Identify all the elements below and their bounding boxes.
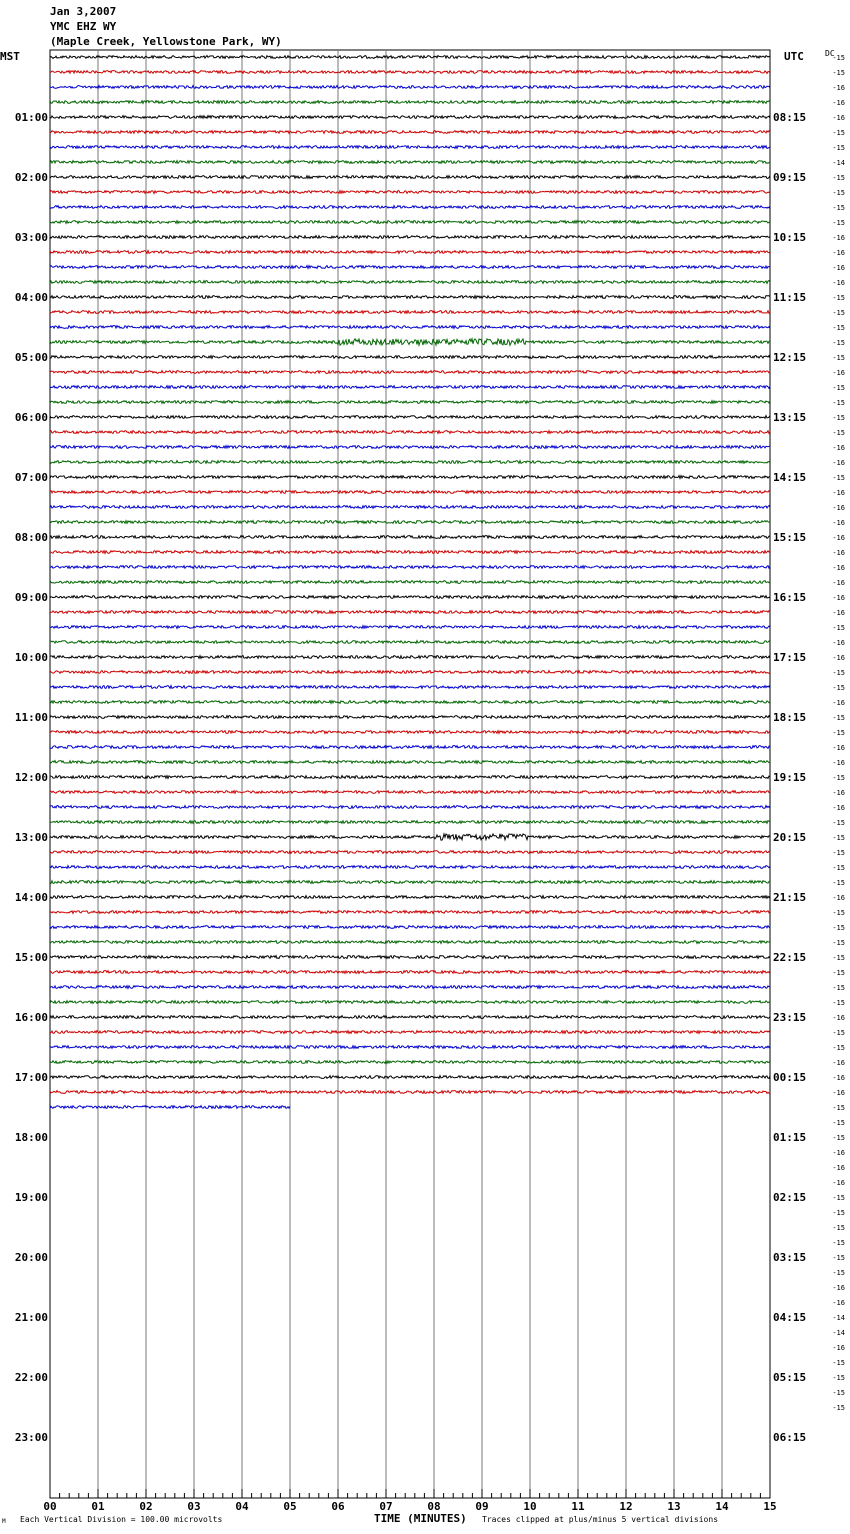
footer-clip-note: Traces clipped at plus/minus 5 vertical divisions [482,1515,719,1524]
dc-offset-label: -14 [832,1329,845,1337]
seismic-trace [50,146,770,149]
seismic-trace [50,1061,770,1064]
dc-offset-label: -15 [832,174,845,182]
dc-offset-label: -14 [832,1314,845,1322]
dc-offset-label: -16 [832,489,845,497]
dc-offset-label: -16 [832,249,845,257]
left-hour-label: 14:00 [14,891,48,904]
seismic-trace [50,806,770,809]
dc-offset-label: -16 [832,1164,845,1172]
left-hour-label: 06:00 [14,411,48,424]
seismic-trace [50,1076,770,1079]
left-hour-label: 01:00 [14,111,48,124]
dc-offset-label: -16 [832,1059,845,1067]
seismic-trace [50,686,770,689]
seismic-trace [50,656,770,659]
dc-offset-label: -15 [832,309,845,317]
left-hour-label: 04:00 [14,291,48,304]
dc-offset-label: -16 [832,579,845,587]
seismic-trace [50,581,770,584]
seismic-trace [50,791,770,794]
seismic-trace [50,339,770,345]
right-hour-label: 16:15 [773,591,807,604]
left-hour-label: 15:00 [14,951,48,964]
dc-offset-label: -15 [832,54,845,62]
x-tick-label: 13 [667,1500,681,1513]
seismic-trace [50,491,770,494]
dc-offset-label: -16 [832,1014,845,1022]
right-hour-label: 12:15 [773,351,807,364]
dc-offset-label: -15 [832,624,845,632]
left-hour-label: 05:00 [14,351,48,364]
right-hour-label: 02:15 [773,1191,807,1204]
x-tick-label: 03 [187,1500,201,1513]
dc-offset-label: -15 [832,204,845,212]
seismic-trace [50,206,770,209]
dc-offset-label: -16 [832,894,845,902]
dc-offset-label: -16 [832,84,845,92]
dc-offset-label: -16 [832,1284,845,1292]
dc-offset-label: -15 [832,1359,845,1367]
dc-offset-label: -15 [832,774,845,782]
seismic-trace [50,731,770,734]
header-date: Jan 3,2007 [50,5,117,18]
x-tick-label: 02 [139,1500,153,1513]
left-hour-label: 07:00 [14,471,48,484]
header-location: (Maple Creek, Yellowstone Park, WY) [50,35,282,48]
right-hour-label: 05:15 [773,1371,807,1384]
left-hour-label: 17:00 [14,1071,48,1084]
dc-offset-label: -15 [832,384,845,392]
left-hour-label: 20:00 [14,1251,48,1264]
right-hour-label: 20:15 [773,831,807,844]
seismic-trace [50,296,770,299]
dc-offset-label: -16 [832,1089,845,1097]
left-hour-label: 22:00 [14,1371,48,1384]
right-hour-label: 13:15 [773,411,807,424]
left-hour-label: 03:00 [14,231,48,244]
dc-offset-label: -15 [832,1254,845,1262]
right-hour-label: 23:15 [773,1011,807,1024]
right-hour-label: 08:15 [773,111,807,124]
dc-offset-label: -15 [832,1389,845,1397]
left-hour-label: 19:00 [14,1191,48,1204]
left-hour-label: 09:00 [14,591,48,604]
dc-offset-label: -16 [832,1299,845,1307]
right-hour-label: 01:15 [773,1131,807,1144]
dc-label: DC [825,49,835,58]
dc-offset-label: -16 [832,534,845,542]
right-hour-label: 06:15 [773,1431,807,1444]
seismic-trace [50,926,770,929]
x-tick-label: 08 [427,1500,441,1513]
seismic-trace [50,821,770,824]
seismic-trace [50,431,770,434]
seismic-trace [50,1031,770,1034]
x-tick-label: 15 [763,1500,777,1513]
x-tick-label: 04 [235,1500,249,1513]
dc-offset-label: -16 [832,789,845,797]
dc-offset-label: -15 [832,849,845,857]
dc-offset-label: -15 [832,669,845,677]
dc-offset-label: -15 [832,294,845,302]
seismic-trace [50,911,770,914]
dc-offset-label: -16 [832,264,845,272]
left-timezone-label: MST [0,50,20,63]
x-tick-label: 14 [715,1500,729,1513]
right-hour-label: 03:15 [773,1251,807,1264]
x-tick-label: 09 [475,1500,489,1513]
right-timezone-label: UTC [784,50,804,63]
x-tick-label: 05 [283,1500,297,1513]
left-hour-label: 13:00 [14,831,48,844]
dc-offset-label: -15 [832,999,845,1007]
seismic-trace [50,506,770,509]
dc-offset-label: -15 [832,864,845,872]
dc-offset-label: -15 [832,1224,845,1232]
seismic-trace [50,281,770,284]
seismic-trace [50,56,770,59]
dc-offset-label: -16 [832,639,845,647]
seismic-trace [50,356,770,359]
seismic-trace [50,986,770,989]
seismic-trace [50,596,770,599]
dc-offset-label: -15 [832,219,845,227]
dc-offset-label: -16 [832,114,845,122]
seismic-trace [50,176,770,179]
dc-offset-label: -16 [832,1149,845,1157]
dc-offset-label: -15 [832,1104,845,1112]
left-hour-label: 21:00 [14,1311,48,1324]
dc-offset-label: -15 [832,354,845,362]
dc-offset-label: -15 [832,1374,845,1382]
right-hour-label: 11:15 [773,291,807,304]
right-hour-label: 18:15 [773,711,807,724]
seismic-trace [50,851,770,854]
dc-offset-label: -15 [832,414,845,422]
dc-offset-label: -15 [832,1239,845,1247]
dc-offset-label: -15 [832,939,845,947]
left-hour-label: 02:00 [14,171,48,184]
seismic-trace [50,1001,770,1004]
seismic-trace [50,896,770,899]
seismic-trace [50,1091,770,1094]
dc-offset-label: -15 [832,129,845,137]
x-tick-label: 01 [91,1500,105,1513]
dc-offset-label: -16 [832,1344,845,1352]
dc-offset-label: -15 [832,924,845,932]
footer-scale-note: Each Vertical Division = 100.00 microvolts [20,1515,223,1524]
dc-offset-label: -15 [832,474,845,482]
seismic-trace [50,701,770,704]
seismic-trace [50,566,770,569]
seismic-trace [50,536,770,539]
x-tick-label: 00 [43,1500,57,1513]
seismic-trace [50,116,770,119]
dc-offset-label: -15 [832,429,845,437]
dc-offset-label: -15 [832,1029,845,1037]
dc-offset-label: -16 [832,699,845,707]
footer-left-mark: M [2,1518,6,1525]
dc-offset-label: -15 [832,69,845,77]
dc-offset-label: -15 [832,399,845,407]
dc-offset-label: -15 [832,144,845,152]
dc-offset-label: -15 [832,834,845,842]
seismic-trace [50,971,770,974]
dc-offset-label: -15 [832,714,845,722]
seismic-trace [50,941,770,944]
seismic-trace [50,236,770,239]
x-tick-label: 11 [571,1500,585,1513]
dc-offset-label: -16 [832,519,845,527]
seismic-trace [50,551,770,554]
dc-offset-label: -16 [832,609,845,617]
seismic-trace [50,461,770,464]
right-hour-label: 19:15 [773,771,807,784]
seismic-trace [50,311,770,314]
seismic-trace [50,866,770,869]
dc-offset-label: -16 [832,549,845,557]
seismic-trace [50,191,770,194]
dc-offset-label: -15 [832,324,845,332]
dc-offset-label: -15 [832,339,845,347]
seismic-trace [50,71,770,74]
dc-offset-label: -16 [832,444,845,452]
seismic-trace [50,1016,770,1019]
dc-offset-label: -15 [832,684,845,692]
dc-offset-label: -16 [832,369,845,377]
seismic-trace [50,611,770,614]
right-hour-label: 04:15 [773,1311,807,1324]
right-hour-label: 21:15 [773,891,807,904]
right-hour-label: 17:15 [773,651,807,664]
seismic-trace [50,626,770,629]
seismic-trace [50,446,770,449]
seismic-trace [50,881,770,884]
right-hour-label: 00:15 [773,1071,807,1084]
dc-offset-label: -15 [832,969,845,977]
dc-offset-label: -16 [832,459,845,467]
dc-offset-label: -15 [832,1404,845,1412]
dc-offset-label: -16 [832,594,845,602]
dc-offset-label: -14 [832,159,845,167]
dc-offset-label: -15 [832,1194,845,1202]
seismic-trace [50,161,770,164]
dc-offset-label: -15 [832,1209,845,1217]
dc-offset-label: -15 [832,954,845,962]
seismic-trace [50,86,770,89]
dc-offset-label: -15 [832,189,845,197]
seismic-trace [50,776,770,779]
dc-offset-label: -15 [832,729,845,737]
seismic-trace [50,476,770,479]
dc-offset-label: -15 [832,1044,845,1052]
seismic-trace [50,251,770,254]
dc-offset-label: -15 [832,909,845,917]
seismic-trace [50,416,770,419]
dc-offset-label: -15 [832,1269,845,1277]
left-hour-label: 16:00 [14,1011,48,1024]
seismic-trace [50,131,770,134]
seismic-trace [50,371,770,374]
seismic-trace [50,221,770,224]
dc-offset-label: -16 [832,654,845,662]
dc-offset-label: -16 [832,279,845,287]
seismic-trace [50,641,770,644]
right-hour-label: 22:15 [773,951,807,964]
seismic-trace [50,266,770,269]
seismic-trace [50,956,770,959]
seismic-trace [50,1106,290,1109]
dc-offset-label: -16 [832,744,845,752]
left-hour-label: 23:00 [14,1431,48,1444]
seismic-trace [50,101,770,104]
dc-offset-label: -15 [832,819,845,827]
dc-offset-label: -16 [832,804,845,812]
left-hour-label: 10:00 [14,651,48,664]
dc-offset-label: -16 [832,564,845,572]
dc-offset-label: -16 [832,99,845,107]
dc-offset-label: -15 [832,984,845,992]
dc-offset-label: -15 [832,879,845,887]
right-hour-label: 14:15 [773,471,807,484]
right-hour-label: 09:15 [773,171,807,184]
seismic-trace [50,834,770,840]
seismic-trace [50,1046,770,1049]
dc-offset-label: -16 [832,234,845,242]
x-tick-label: 12 [619,1500,633,1513]
left-hour-label: 08:00 [14,531,48,544]
left-hour-label: 18:00 [14,1131,48,1144]
header-station: YMC EHZ WY [50,20,117,33]
right-hour-label: 15:15 [773,531,807,544]
dc-offset-label: -15 [832,1134,845,1142]
dc-offset-label: -16 [832,504,845,512]
left-hour-label: 12:00 [14,771,48,784]
seismic-trace [50,326,770,329]
seismic-trace [50,746,770,749]
x-axis-label: TIME (MINUTES) [374,1512,467,1525]
seismic-trace [50,761,770,764]
seismic-trace [50,521,770,524]
left-hour-label: 11:00 [14,711,48,724]
seismic-trace [50,386,770,389]
seismic-trace [50,716,770,719]
dc-offset-label: -16 [832,1179,845,1187]
x-tick-label: 06 [331,1500,345,1513]
seismic-trace [50,401,770,404]
right-hour-label: 10:15 [773,231,807,244]
dc-offset-label: -16 [832,759,845,767]
x-tick-label: 07 [379,1500,393,1513]
dc-offset-label: -15 [832,1119,845,1127]
x-tick-label: 10 [523,1500,537,1513]
seismic-trace [50,671,770,674]
dc-offset-label: -16 [832,1074,845,1082]
